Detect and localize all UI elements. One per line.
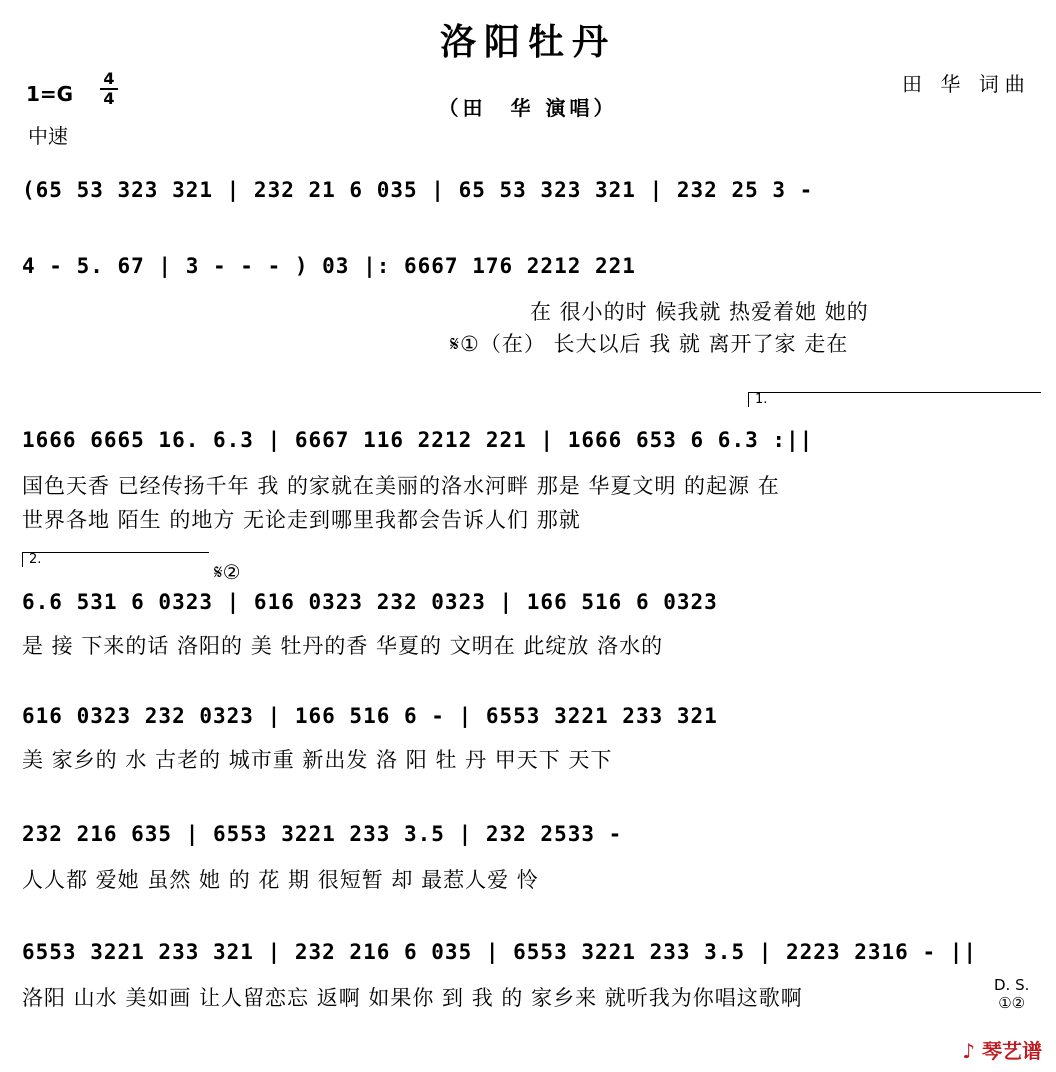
logo-text: 琴艺谱 — [982, 1039, 1042, 1063]
tempo-marking: 中速 — [28, 124, 68, 148]
volta-second-ending: 2. — [22, 552, 209, 567]
lyric-row-4: 是 接 下来的话 洛阳的 美 牡丹的香 华夏的 文明在 此绽放 洛水的 — [22, 634, 664, 658]
lyric-row-5: 美 家乡的 水 古老的 城市重 新出发 洛 阳 牡 丹 甲天下 天下 — [22, 748, 613, 772]
dal-segno-targets: ①② — [998, 994, 1026, 1012]
notation-row-2: 4 - 5. 67 | 3 - - - ) 03 |: 6667 176 2212 221 — [22, 254, 636, 278]
watermark-logo — [962, 1035, 1042, 1064]
lyric-row-3-verse-1: 国色天香 已经传扬千年 我 的家就在美丽的洛水河畔 那是 华夏文明 的起源 在 — [22, 474, 780, 498]
author-credit: 田 华 词曲 — [902, 72, 1031, 96]
notation-row-7: 6553 3221 233 321 | 232 216 6 035 | 6553 3221 233 3.5 | 2223 2316 - || — [22, 940, 978, 964]
lyric-row-6: 人人都 爱她 虽然 她 的 花 期 很短暂 却 最惹人爱 怜 — [22, 868, 539, 892]
logo-icon: ♪ — [962, 1039, 976, 1063]
notation-row-5: 616 0323 232 0323 | 166 516 6 - | 6553 3221 233 321 — [22, 704, 718, 728]
key-signature: 1=G — [26, 82, 74, 106]
singer-credit: （田 华 演唱） — [438, 96, 618, 120]
time-signature-bottom: 4 — [103, 89, 115, 108]
lyric-row-7: 洛阳 山水 美如画 让人留恋忘 返啊 如果你 到 我 的 家乡来 就听我为你唱这歌啊 — [22, 986, 803, 1010]
notation-row-4: 6.6 531 6 0323 | 616 0323 232 0323 | 166 516 6 0323 — [22, 590, 718, 614]
time-signature-top: 4 — [103, 69, 115, 88]
lyric-row-2-verse-2: 𝄋①（在） 长大以后 我 就 离开了家 走在 — [450, 332, 849, 356]
segno-two-mark: 𝄋② — [214, 560, 241, 584]
lyric-row-2-verse-1: 在 很小的时 候我就 热爱着她 她的 — [530, 300, 869, 324]
dal-segno-mark — [994, 976, 1029, 1012]
notation-row-1: (65 53 323 321 | 232 21 6 035 | 65 53 323 321 | 232 25 3 - — [22, 178, 814, 202]
lyric-row-3-verse-2: 世界各地 陌生 的地方 无论走到哪里我都会告诉人们 那就 — [22, 508, 581, 532]
notation-row-6: 232 216 635 | 6553 3221 233 3.5 | 232 2533 - — [22, 822, 623, 846]
dal-segno-label: D. S. — [994, 976, 1030, 994]
song-title: 洛阳牡丹 — [439, 22, 616, 63]
volta-first-ending: 1. — [748, 392, 1041, 407]
notation-row-3: 1666 6665 16. 6.3 | 6667 116 2212 221 | 1666 653 6 6.3 :|| — [22, 428, 814, 452]
